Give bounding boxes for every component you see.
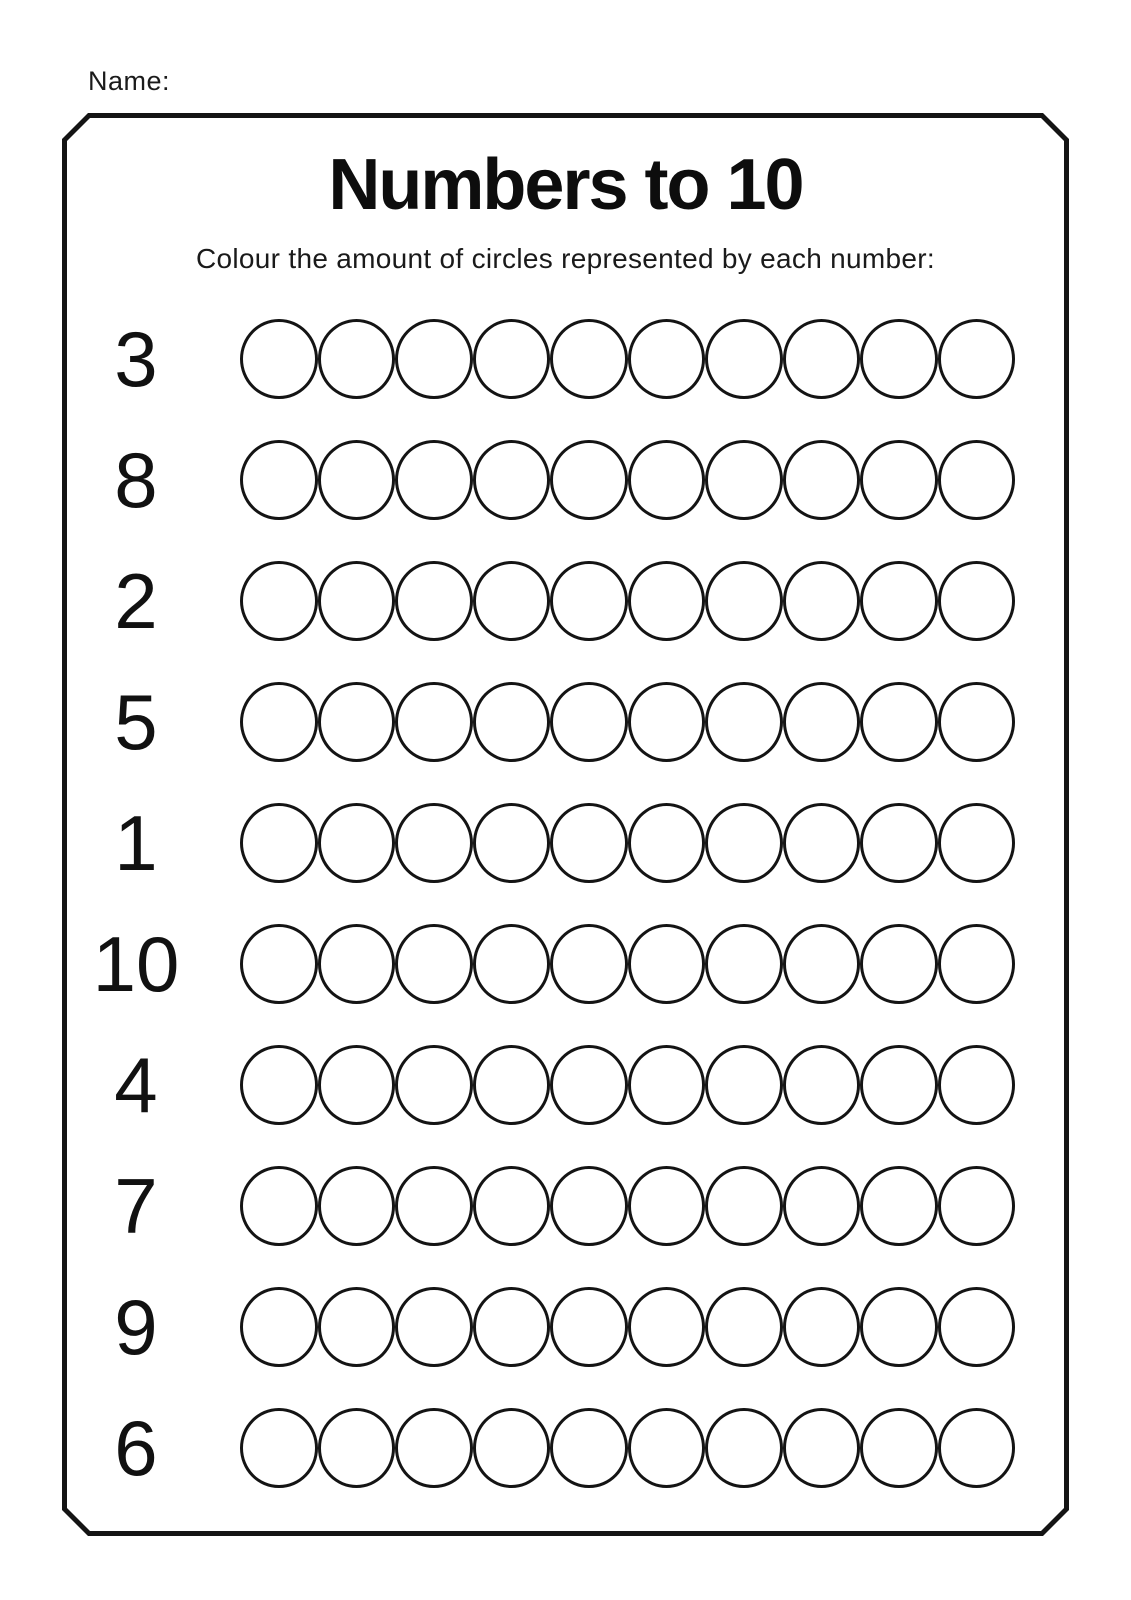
colorable-circle[interactable]	[628, 1408, 706, 1488]
colorable-circle[interactable]	[395, 924, 473, 1004]
colorable-circle[interactable]	[938, 440, 1016, 520]
worksheet-row	[62, 782, 1069, 903]
colorable-circle[interactable]	[550, 1045, 628, 1125]
name-label: Name:	[88, 66, 171, 96]
colorable-circle[interactable]	[473, 561, 551, 641]
row-number: 3	[114, 314, 158, 403]
worksheet-row	[62, 298, 1069, 419]
row-number: 1	[114, 798, 158, 887]
colorable-circle[interactable]	[395, 803, 473, 883]
colorable-circle[interactable]	[938, 1045, 1016, 1125]
colorable-circle[interactable]	[318, 803, 396, 883]
colorable-circle[interactable]	[628, 803, 706, 883]
row-number: 2	[114, 556, 158, 645]
colorable-circle[interactable]	[550, 440, 628, 520]
colorable-circle[interactable]	[395, 319, 473, 399]
colorable-circle[interactable]	[395, 1408, 473, 1488]
colorable-circle[interactable]	[318, 440, 396, 520]
colorable-circle[interactable]	[860, 1166, 938, 1246]
worksheet-row	[62, 1387, 1069, 1508]
colorable-circle[interactable]	[783, 1408, 861, 1488]
circle-row	[240, 924, 1015, 1004]
colorable-circle[interactable]	[783, 1287, 861, 1367]
colorable-circle[interactable]	[628, 440, 706, 520]
colorable-circle[interactable]	[240, 440, 318, 520]
row-number: 4	[114, 1040, 158, 1129]
row-number: 10	[92, 919, 180, 1008]
circle-row	[240, 1408, 1015, 1488]
worksheet-row	[62, 1266, 1069, 1387]
colorable-circle[interactable]	[783, 561, 861, 641]
colorable-circle[interactable]	[473, 1045, 551, 1125]
circle-row	[240, 319, 1015, 399]
colorable-circle[interactable]	[938, 1287, 1016, 1367]
colorable-circle[interactable]	[628, 682, 706, 762]
worksheet-row	[62, 1145, 1069, 1266]
colorable-circle[interactable]	[240, 1408, 318, 1488]
colorable-circle[interactable]	[550, 1408, 628, 1488]
colorable-circle[interactable]	[628, 319, 706, 399]
colorable-circle[interactable]	[318, 1287, 396, 1367]
colorable-circle[interactable]	[783, 682, 861, 762]
colorable-circle[interactable]	[938, 1408, 1016, 1488]
colorable-circle[interactable]	[938, 803, 1016, 883]
colorable-circle[interactable]	[550, 682, 628, 762]
colorable-circle[interactable]	[240, 1045, 318, 1125]
rows-container	[62, 298, 1069, 1508]
colorable-circle[interactable]	[395, 561, 473, 641]
circle-row	[240, 1287, 1015, 1367]
colorable-circle[interactable]	[473, 1408, 551, 1488]
colorable-circle[interactable]	[550, 1166, 628, 1246]
colorable-circle[interactable]	[628, 561, 706, 641]
colorable-circle[interactable]	[860, 1045, 938, 1125]
colorable-circle[interactable]	[705, 924, 783, 1004]
colorable-circle[interactable]	[550, 561, 628, 641]
circle-row	[240, 1045, 1015, 1125]
colorable-circle[interactable]	[473, 803, 551, 883]
colorable-circle[interactable]	[783, 1166, 861, 1246]
instruction-text: Colour the amount of circles represented by each number:	[196, 243, 935, 274]
colorable-circle[interactable]	[550, 319, 628, 399]
colorable-circle[interactable]	[860, 561, 938, 641]
colorable-circle[interactable]	[628, 1287, 706, 1367]
colorable-circle[interactable]	[783, 319, 861, 399]
colorable-circle[interactable]	[550, 803, 628, 883]
colorable-circle[interactable]	[705, 1408, 783, 1488]
colorable-circle[interactable]	[473, 924, 551, 1004]
colorable-circle[interactable]	[473, 440, 551, 520]
colorable-circle[interactable]	[860, 440, 938, 520]
colorable-circle[interactable]	[240, 319, 318, 399]
colorable-circle[interactable]	[860, 682, 938, 762]
colorable-circle[interactable]	[395, 1287, 473, 1367]
colorable-circle[interactable]	[395, 1166, 473, 1246]
colorable-circle[interactable]	[705, 1045, 783, 1125]
colorable-circle[interactable]	[240, 561, 318, 641]
colorable-circle[interactable]	[860, 1287, 938, 1367]
colorable-circle[interactable]	[473, 319, 551, 399]
row-number: 6	[114, 1403, 158, 1492]
colorable-circle[interactable]	[240, 1287, 318, 1367]
circle-row	[240, 803, 1015, 883]
colorable-circle[interactable]	[938, 924, 1016, 1004]
colorable-circle[interactable]	[240, 803, 318, 883]
colorable-circle[interactable]	[705, 1287, 783, 1367]
worksheet-row	[62, 540, 1069, 661]
colorable-circle[interactable]	[240, 682, 318, 762]
worksheet-row	[62, 1024, 1069, 1145]
colorable-circle[interactable]	[395, 682, 473, 762]
colorable-circle[interactable]	[705, 1166, 783, 1246]
circle-row	[240, 682, 1015, 762]
colorable-circle[interactable]	[783, 440, 861, 520]
colorable-circle[interactable]	[318, 319, 396, 399]
colorable-circle[interactable]	[240, 1166, 318, 1246]
colorable-circle[interactable]	[318, 682, 396, 762]
colorable-circle[interactable]	[318, 1408, 396, 1488]
circle-row	[240, 1166, 1015, 1246]
colorable-circle[interactable]	[473, 1287, 551, 1367]
worksheet-row	[62, 903, 1069, 1024]
page-title: Numbers to 10	[328, 145, 803, 225]
colorable-circle[interactable]	[860, 924, 938, 1004]
colorable-circle[interactable]	[860, 1408, 938, 1488]
colorable-circle[interactable]	[318, 561, 396, 641]
colorable-circle[interactable]	[473, 1166, 551, 1246]
colorable-circle[interactable]	[705, 803, 783, 883]
worksheet-row	[62, 661, 1069, 782]
colorable-circle[interactable]	[783, 1045, 861, 1125]
row-number: 9	[114, 1282, 158, 1371]
worksheet-row	[62, 419, 1069, 540]
colorable-circle[interactable]	[783, 803, 861, 883]
colorable-circle[interactable]	[938, 682, 1016, 762]
colorable-circle[interactable]	[783, 924, 861, 1004]
colorable-circle[interactable]	[318, 924, 396, 1004]
colorable-circle[interactable]	[860, 319, 938, 399]
row-number: 8	[114, 435, 158, 524]
colorable-circle[interactable]	[395, 440, 473, 520]
colorable-circle[interactable]	[705, 440, 783, 520]
colorable-circle[interactable]	[550, 924, 628, 1004]
colorable-circle[interactable]	[550, 1287, 628, 1367]
colorable-circle[interactable]	[628, 1166, 706, 1246]
colorable-circle[interactable]	[318, 1045, 396, 1125]
colorable-circle[interactable]	[938, 1166, 1016, 1246]
circle-row	[240, 440, 1015, 520]
colorable-circle[interactable]	[705, 682, 783, 762]
colorable-circle[interactable]	[240, 924, 318, 1004]
frame-content	[62, 113, 1069, 1536]
colorable-circle[interactable]	[705, 319, 783, 399]
colorable-circle[interactable]	[318, 1166, 396, 1246]
row-number: 5	[114, 677, 158, 766]
colorable-circle[interactable]	[938, 319, 1016, 399]
circle-row	[240, 561, 1015, 641]
row-number: 7	[114, 1161, 158, 1250]
colorable-circle[interactable]	[395, 1045, 473, 1125]
colorable-circle[interactable]	[628, 1045, 706, 1125]
colorable-circle[interactable]	[860, 803, 938, 883]
colorable-circle[interactable]	[938, 561, 1016, 641]
colorable-circle[interactable]	[473, 682, 551, 762]
colorable-circle[interactable]	[705, 561, 783, 641]
colorable-circle[interactable]	[628, 924, 706, 1004]
